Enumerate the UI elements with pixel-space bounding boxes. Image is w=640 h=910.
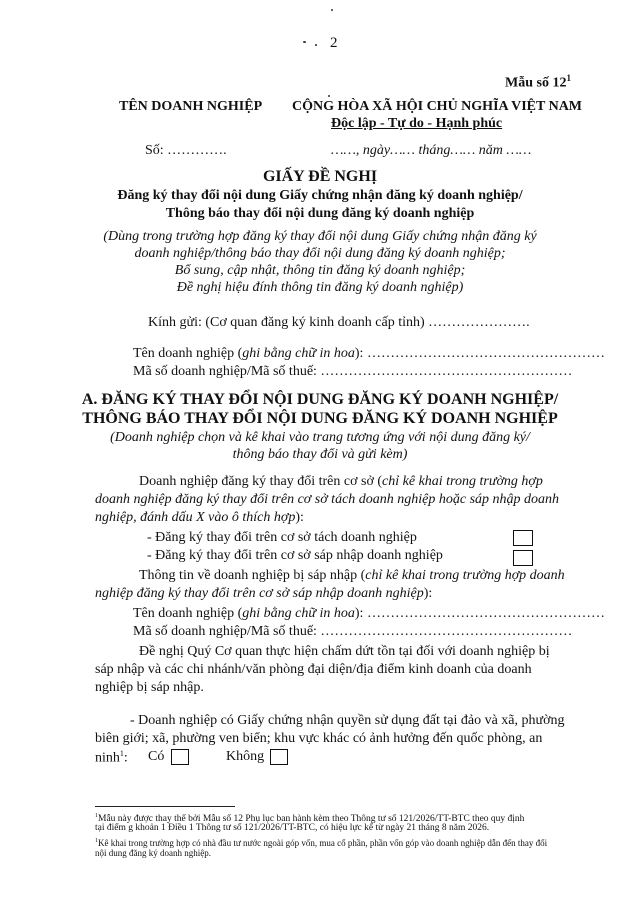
document-number: Số: …………. — [145, 143, 227, 158]
company-label: TÊN DOANH NGHIỆP — [119, 99, 263, 114]
section-a-note: (Doanh nghiệp chọn và kê khai vào trang tương ứng với nội dung đăng ký/ — [110, 430, 530, 445]
national-motto: Độc lập - Tự do - Hạnh phúc — [331, 116, 503, 131]
termination-request: nghiệp bị sáp nhập. — [95, 680, 204, 695]
usage-note: doanh nghiệp/thông báo thay đổi nội dung đăng ký doanh nghiệp; — [134, 246, 506, 261]
section-a-note: thông báo thay đổi và gửi kèm) — [232, 447, 408, 462]
change-basis-paragraph: nghiệp, đánh dấu X vào ô thích hợp): — [95, 510, 304, 525]
yes-label: Có — [148, 749, 165, 764]
section-a-heading: THÔNG BÁO THAY ĐỔI NỘI DUNG ĐĂNG KÝ DOANH NGHIỆP — [82, 410, 558, 427]
option-split-label: - Đăng ký thay đổi trên cơ sở tách doanh nghiệp — [147, 530, 417, 545]
scan-speck — [303, 41, 306, 43]
change-basis-paragraph: doanh nghiệp đăng ký thay đổi trên cơ sở tách doanh nghiệp hoặc sáp nhập doanh — [95, 492, 560, 507]
termination-request: Đề nghị Quý Cơ quan thực hiện chấm dứt tồn tại đối với doanh nghiệp bị — [139, 644, 550, 659]
page-number: 2 — [330, 35, 338, 51]
footnote-2: $^1$Kê khai trong trường hợp có nhà đầu tư nước ngoài góp vốn, mua cổ phần, phần vốn góp vào doanh nghiệp dẫn đến thay đổi — [95, 838, 548, 848]
land-certificate-question: biên giới; xã, phường ven biển; khu vực khác có ảnh hưởng đến quốc phòng, an — [95, 731, 543, 746]
merged-info-paragraph: nghiệp đăng ký thay đổi trên cơ sở sáp nhập doanh nghiệp): — [95, 586, 433, 601]
usage-note: Đề nghị hiệu đính thông tin đăng ký doanh nghiệp) — [176, 280, 464, 295]
option-merge-label: - Đăng ký thay đổi trên cơ sở sáp nhập doanh nghiệp — [147, 548, 443, 563]
footnote-divider — [95, 806, 235, 807]
land-certificate-question: - Doanh nghiệp có Giấy chứng nhận quyền sử dụng đất tại đảo và xã, phường — [130, 713, 565, 728]
yes-checkbox[interactable] — [171, 749, 189, 765]
land-certificate-question: ninh$^1$: — [95, 749, 128, 766]
recipient-line: Kính gửi: (Cơ quan đăng ký kinh doanh cấp tỉnh) …………………. — [148, 315, 530, 330]
usage-note: Bổ sung, cập nhật, thông tin đăng ký doanh nghiệp; — [174, 263, 466, 278]
footnote-1: $^1$Mẫu này được thay thế bởi Mẫu số 12 Phụ lục ban hành kèm theo Thông tư số 121/2026/TT-BTC theo quy định — [95, 813, 525, 825]
merge-checkbox[interactable] — [513, 550, 533, 566]
form-code: Mẫu số $12^1$ — [505, 73, 571, 91]
footnote-1: tại điểm g khoản 1 Điều 1 Thông tư số 121/2026/TT-BTC, có hiệu lực kể từ ngày 21 tháng 8 năm 2026. — [95, 823, 490, 833]
scan-speck — [328, 95, 330, 97]
change-basis-paragraph: Doanh nghiệp đăng ký thay đổi trên cơ sở (chỉ kê khai trong trường hợp — [139, 474, 543, 489]
section-a-heading: A. ĐĂNG KÝ THAY ĐỔI NỘI DUNG ĐĂNG KÝ DOANH NGHIỆP/ — [81, 391, 559, 408]
document-title: GIẤY ĐỀ NGHỊ — [262, 168, 378, 185]
scan-speck — [331, 9, 333, 11]
date-line: ……, ngày…… tháng…… năm …… — [331, 143, 532, 158]
no-checkbox[interactable] — [270, 749, 288, 765]
company-name-field[interactable]: Tên doanh nghiệp (ghi bằng chữ in hoa): …………………………………………… — [133, 346, 605, 361]
merged-info-paragraph: Thông tin về doanh nghiệp bị sáp nhập (chỉ kê khai trong trường hợp doanh — [139, 568, 565, 583]
split-checkbox[interactable] — [513, 530, 533, 546]
document-subtitle: Thông báo thay đổi nội dung đăng ký doanh nghiệp — [165, 206, 475, 221]
no-label: Không — [226, 749, 265, 764]
merged-company-name-field[interactable]: Tên doanh nghiệp (ghi bằng chữ in hoa): …………………………………………… — [133, 606, 605, 621]
national-title: CỘNG HÒA XÃ HỘI CHỦ NGHĨA VIỆT NAM — [292, 99, 583, 114]
scan-speck — [315, 44, 317, 46]
footnote-2: nội dung đăng ký doanh nghiệp. — [95, 848, 211, 858]
tax-code-field[interactable]: Mã số doanh nghiệp/Mã số thuế: ……………………………………………… — [133, 364, 573, 379]
termination-request: sáp nhập và các chi nhánh/văn phòng đại diện/địa điểm kinh doanh của doanh — [95, 662, 532, 677]
merged-tax-code-field[interactable]: Mã số doanh nghiệp/Mã số thuế: ……………………………………………… — [133, 624, 573, 639]
usage-note: (Dùng trong trường hợp đăng ký thay đổi nội dung Giấy chứng nhận đăng ký — [103, 229, 537, 244]
document-subtitle: Đăng ký thay đổi nội dung Giấy chứng nhận đăng ký doanh nghiệp/ — [117, 188, 523, 203]
